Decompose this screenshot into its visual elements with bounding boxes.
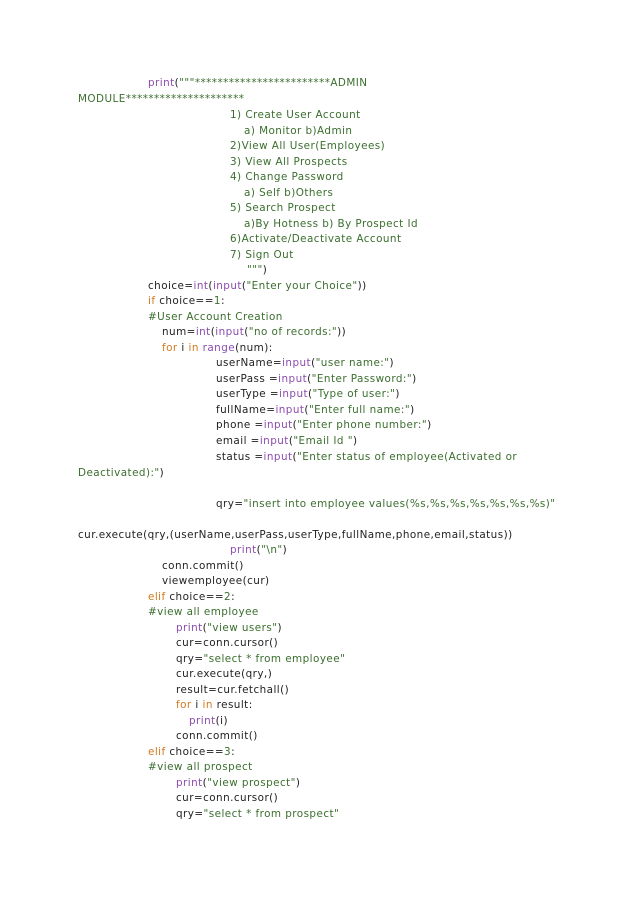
code-token: int [193,280,209,292]
code-token: print [189,715,216,727]
code-token: 3) View All Prospects [230,156,348,168]
code-line [216,356,394,370]
code-line [176,698,253,712]
code-token: ) [352,435,358,447]
code-token: input [279,388,309,400]
code-token: email = [216,435,260,447]
code-line [176,667,272,681]
code-line [189,714,228,728]
code-token: 4) Change Password [230,171,344,183]
code-line [162,559,244,573]
code-line [230,543,287,557]
code-line [162,574,270,588]
code-line [216,387,400,401]
code-line [230,201,336,215]
code-token: "view users" [207,622,278,634]
code-token: input [282,357,312,369]
code-line [230,139,385,153]
code-line [78,92,244,106]
code-line [148,605,259,619]
code-line [230,170,344,184]
code-line [148,760,253,774]
code-token: conn.commit() [162,560,244,572]
code-token: int [195,326,211,338]
code-token: "select * from prospect" [203,808,340,820]
code-token: : [231,591,236,603]
code-line [216,497,556,511]
code-token: #view all employee [148,606,259,618]
code-token: "\n" [261,544,283,556]
code-token: ( [292,419,298,431]
code-token: "Enter full name:" [308,404,411,416]
code-token: for [162,342,178,354]
code-token: choice== [155,295,214,307]
code-token: "user name:" [315,357,390,369]
code-token: cur=conn.cursor() [176,637,279,649]
code-line [230,248,294,262]
code-token: num= [162,326,196,338]
code-line [176,683,289,697]
code-token: ) [282,544,288,556]
code-token: "select * from employee" [203,653,346,665]
code-token: if [148,295,156,307]
code-line [176,776,300,790]
code-token: qry= [176,808,204,820]
code-line [216,372,417,386]
code-token: ) [412,373,417,385]
code-token: "Type of user:" [312,388,396,400]
code-token: "Enter Password:" [311,373,413,385]
code-token: for [176,699,192,711]
code-token: : [220,295,225,307]
code-token: input [259,435,289,447]
code-line [162,341,273,355]
code-token: ( [202,622,208,634]
code-token: ( [208,280,213,292]
code-token: result=cur.fetchall() [176,684,290,696]
code-token: ) [410,404,415,416]
code-line [148,310,283,324]
code-line [176,807,339,821]
code-token: conn.commit() [176,730,258,742]
code-line [230,232,401,246]
code-token: print [148,77,175,89]
code-token: i [177,342,189,354]
code-token: "view prospect" [207,777,296,789]
code-line [176,791,278,805]
code-token: fullName= [216,404,276,416]
code-line [148,76,368,90]
code-token: print [176,777,203,789]
code-token: "Enter phone number:" [297,419,428,431]
code-token: input [215,326,245,338]
code-token: (num): [235,342,273,354]
code-line [244,186,333,200]
code-token: viewemployee(cur) [162,575,270,587]
code-token: ( [256,544,262,556]
code-token: phone = [216,419,264,431]
code-token: ( [308,388,313,400]
code-token: ( [304,404,309,416]
code-token: )) [357,280,367,292]
code-token: result: [212,699,253,711]
code-token: 6)Activate/Deactivate Account [230,233,402,245]
code-token: ( [174,77,180,89]
code-token: MODULE********************* [78,93,245,105]
code-token: ( [241,280,247,292]
code-token: 5) Search Prospect [230,202,336,214]
code-line [148,745,235,759]
code-line [216,418,432,432]
code-token: a)By Hotness b) By Prospect Id [244,218,419,230]
code-line [78,466,164,480]
code-token: ) [389,357,394,369]
code-token: i [191,699,203,711]
code-token: elif [148,591,166,603]
code-token: "Enter your Choice" [246,280,358,292]
code-line [244,124,352,138]
code-token: 3 [224,746,232,758]
code-token: userType = [216,388,280,400]
code-token: 1) Create User Account [230,109,361,121]
code-token: Deactivated):" [78,467,160,479]
code-line [176,621,282,635]
code-token: cur.execute(qry,(userName,userPass,userType,fullName,phone,email,status)) [78,529,513,541]
code-token: #User Account Creation [148,311,283,323]
code-line [176,636,278,650]
code-token: ( [292,451,298,463]
code-line [176,729,258,743]
code-token: range [202,342,236,354]
code-token: ( [210,326,216,338]
code-token: userPass = [216,373,279,385]
code-token: ( [311,357,316,369]
code-token: cur=conn.cursor() [176,792,279,804]
code-token: choice= [148,280,194,292]
code-token: ) [295,777,301,789]
code-line [78,528,513,542]
code-token: #view all prospect [148,761,253,773]
code-token: "Enter status of employee(Activated or [297,451,518,463]
code-token: ) [159,467,165,479]
code-token: ) [427,419,432,431]
code-line [247,263,267,277]
code-token: userName= [216,357,283,369]
code-line [216,403,415,417]
code-line [148,590,235,604]
code-token: cur.execute(qry,) [176,668,273,680]
code-token: "insert into employee values(%s,%s,%s,%s,%s,%s,%s)" [243,498,556,510]
code-token: "Email Id " [293,435,353,447]
code-token: choice== [165,591,225,603]
code-token: ) [395,388,400,400]
code-token: input [263,451,293,463]
code-token: : [231,746,236,758]
code-line [162,325,346,339]
code-line [230,108,361,122]
code-token: ( [244,326,249,338]
code-line [244,217,418,231]
code-token: """ [247,264,263,276]
code-token: input [275,404,305,416]
code-token: 2 [224,591,232,603]
code-token: ( [202,777,208,789]
code-token: """************************ADMIN [179,77,368,89]
code-token: ) [262,264,268,276]
code-token: a) Monitor b)Admin [244,125,353,137]
code-token: qry= [176,653,204,665]
code-token: a) Self b)Others [244,187,334,199]
code-token: choice== [165,746,225,758]
code-line [216,450,517,464]
code-token: )) [337,326,347,338]
code-token: print [230,544,257,556]
code-token: "no of records:" [248,326,338,338]
code-token: input [212,280,242,292]
code-token: 1 [213,295,221,307]
code-token: 7) Sign Out [230,249,294,261]
code-token: print [176,622,203,634]
code-line [216,434,357,448]
code-token: in [202,699,213,711]
code-line [230,155,348,169]
code-token: elif [148,746,166,758]
code-line [148,294,225,308]
code-token: qry= [216,498,244,510]
code-token: status = [216,451,264,463]
code-token: ( [307,373,312,385]
code-token: ( [288,435,294,447]
code-line [148,279,367,293]
code-token: (i) [215,715,229,727]
code-token: in [188,342,199,354]
code-token: input [278,373,308,385]
code-token: input [263,419,293,431]
code-token: 2)View All User(Employees) [230,140,386,152]
code-line [176,652,345,666]
code-token: ) [277,622,282,634]
